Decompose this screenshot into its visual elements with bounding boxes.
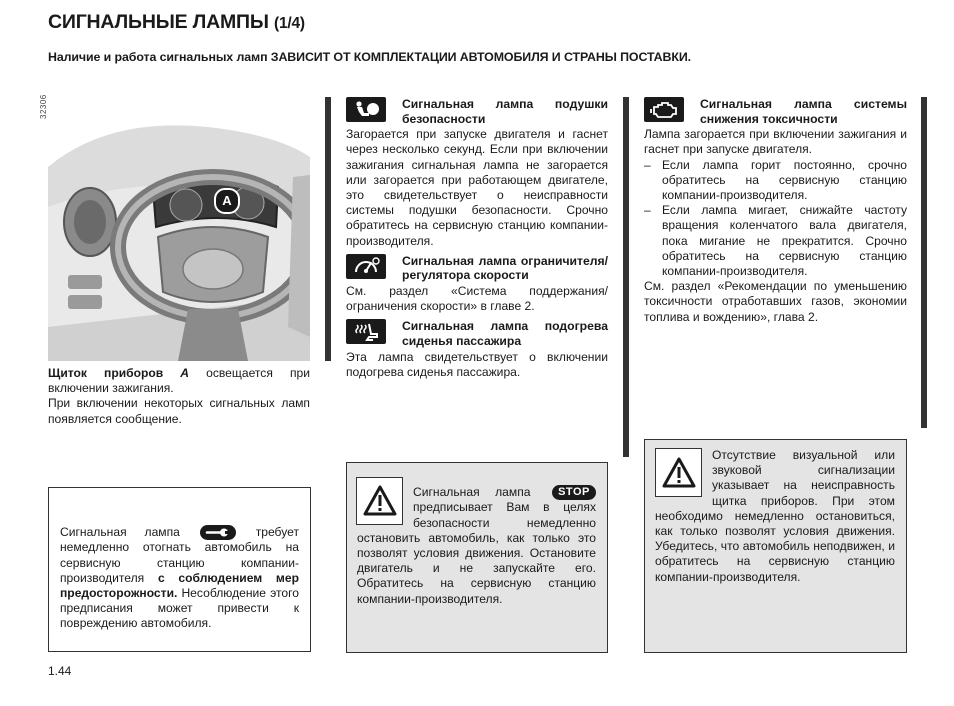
dash-glyph: – bbox=[644, 203, 651, 218]
seat-heater-lamp-header bbox=[346, 319, 608, 348]
page-title-text: СИГНАЛЬНЫЕ ЛАМПЫ bbox=[48, 11, 269, 33]
warning-triangle-icon bbox=[356, 477, 403, 525]
note-text: Несоблюдение этого предписания может привести к повреждению автомобиля. bbox=[60, 585, 299, 631]
caption-bold: Щиток приборов bbox=[48, 366, 164, 380]
visual-signal-note bbox=[644, 439, 907, 653]
stop-lamp-badge: STOP bbox=[552, 485, 596, 500]
emission-lamp-header bbox=[644, 97, 907, 126]
caption-text-2: При включении некоторых сигнальных ламп появляется сообщение. bbox=[48, 396, 310, 426]
airbag-lamp-body: Загорается при запуске двигателя и гаснет через несколько секунд. Если при включении зажигания сигнальная лампа не загорается или загорается при работающем двигателе, это свидетельствует о неисправности системы подушки безопасности. Срочно обратитесь на сервисную станцию компании-производителя. bbox=[346, 127, 608, 248]
note-text: Отсутствие визуальной или звуковой сигнализации указывает на неисправность щитка приборов. При этом необходимо немедленно остановиться, как только позволят условия движения. Убедитесь, что автомобиль неподвижен, и обратитесь на сервисную станцию компании-производителя. bbox=[655, 448, 895, 584]
page-number: 1.44 bbox=[48, 664, 72, 678]
seat-heater-icon bbox=[346, 319, 386, 344]
column-rule bbox=[623, 97, 629, 457]
airbag-lamp-title: Сигнальная лампа подушки безопасности bbox=[402, 97, 608, 126]
wrench-lamp-icon bbox=[200, 525, 236, 540]
note-text: требует немедленно отогнать автомобиль на сервисную станцию компании-производителя bbox=[60, 525, 299, 585]
service-lamp-note bbox=[48, 487, 311, 652]
seat-heater-lamp-body: Эта лампа свидетельствует о включении подогрева сиденья пассажира. bbox=[346, 349, 608, 379]
bullet-text: Если лампа горит постоянно, срочно обратитесь на сервисную станцию компании-производителя. bbox=[662, 157, 907, 202]
column-2 bbox=[346, 97, 608, 380]
note-text: предписывает Вам в целях безопасности немедленно остановить автомобиль, как только это позволят условия движения. Остановите двигатель и не запускайте его. Обратитесь на сервисную станцию компании-производителя. bbox=[357, 500, 596, 606]
airbag-icon bbox=[346, 97, 386, 122]
column-rule bbox=[325, 97, 331, 361]
bullet-text: Если лампа мигает, снижайте частоту вращения коленчатого вала двигателя, пока мигание не прекратится. Срочно обратитесь на сервисную станцию компании-производителя. bbox=[662, 203, 907, 279]
note-text: Сигнальная лампа bbox=[60, 525, 180, 539]
speedometer-icon bbox=[346, 254, 386, 279]
callout-a: A bbox=[214, 188, 240, 214]
airbag-lamp-header bbox=[346, 97, 608, 126]
engine-icon bbox=[644, 97, 684, 122]
page-title-part: (1/4) bbox=[273, 15, 305, 32]
caption-bold-italic: A bbox=[180, 366, 190, 380]
instrument-panel-caption bbox=[48, 366, 310, 427]
emission-bullet bbox=[644, 203, 907, 279]
stop-lamp-note bbox=[346, 462, 608, 653]
speed-limiter-lamp-header bbox=[346, 254, 608, 283]
emission-lamp-intro: Лампа загорается при включении зажигания и гаснет при запуске двигателя. bbox=[644, 127, 907, 157]
seat-heater-lamp-title: Сигнальная лампа подогрева сиденья пассажира bbox=[402, 319, 608, 348]
page-subtitle: Наличие и работа сигнальных ламп ЗАВИСИТ ОТ КОМПЛЕКТАЦИИ АВТОМОБИЛЯ И СТРАНЫ ПОСТАВКИ. bbox=[48, 50, 691, 64]
note-text: Сигнальная лампа bbox=[413, 485, 531, 499]
caption-text: освещается при включении зажигания. bbox=[48, 366, 310, 396]
column-rule bbox=[921, 97, 927, 428]
dashboard-illustration bbox=[39, 94, 310, 361]
dash-glyph: – bbox=[644, 157, 651, 172]
speed-limiter-lamp-body: См. раздел «Система поддержания/ограничения скорости» в главе 2. bbox=[346, 284, 608, 314]
emission-bullet bbox=[644, 158, 907, 204]
note-bold-text: с соблюдением мер предосторожности. bbox=[60, 570, 299, 600]
illustration-ref-number: 32306 bbox=[39, 94, 48, 119]
page-title bbox=[48, 11, 305, 34]
emission-lamp-title: Сигнальная лампа системы снижения токсичности bbox=[700, 97, 907, 126]
emission-lamp-outro: См. раздел «Рекомендации по уменьшению токсичности отработавших газов, экономии топлива и вождению», глава 2. bbox=[644, 279, 907, 324]
column-3 bbox=[644, 97, 907, 325]
speed-limiter-lamp-title: Сигнальная лампа ограничителя/регулятора скорости bbox=[402, 253, 608, 283]
warning-triangle-icon bbox=[655, 448, 702, 497]
steering-wheel-drawing bbox=[48, 97, 310, 361]
